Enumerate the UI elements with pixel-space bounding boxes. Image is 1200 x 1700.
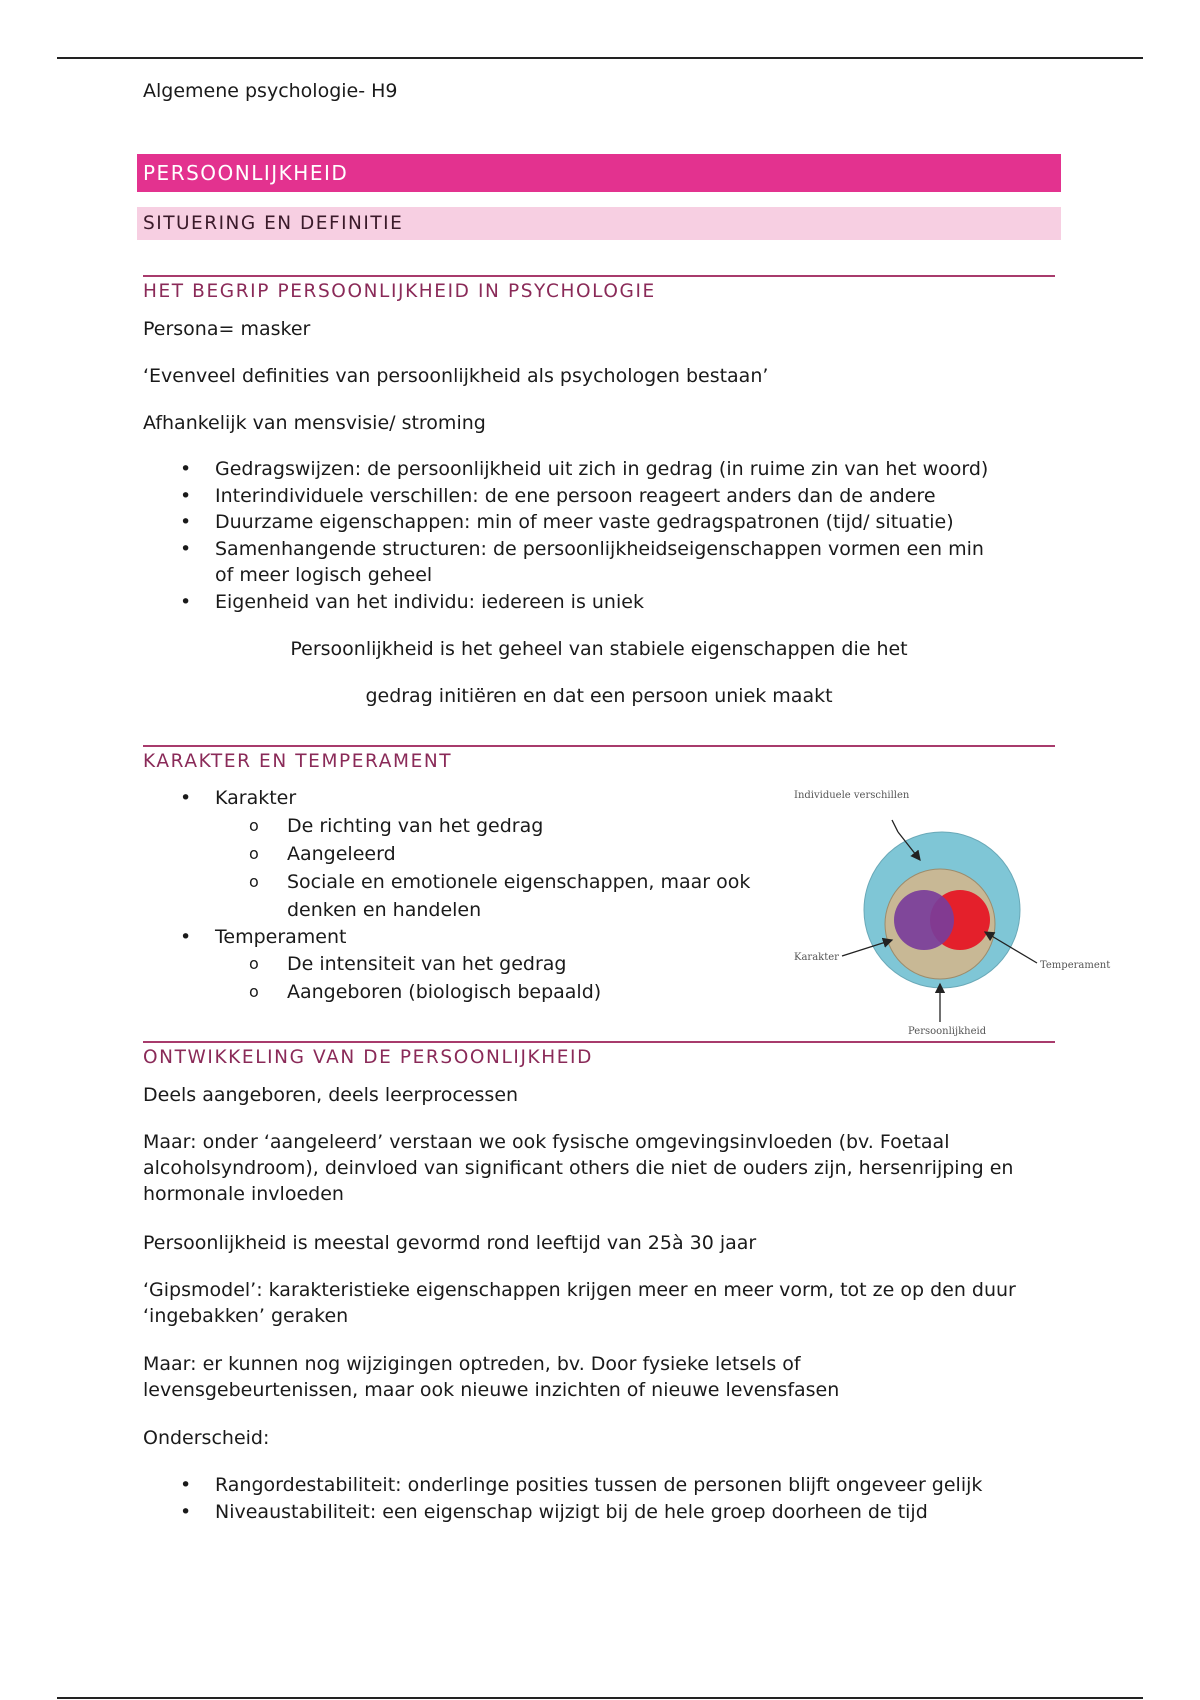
list-item: • Niveaustabiliteit: een eigenschap wijzigt bij de hele groep doorheen de tijd — [143, 1499, 1063, 1526]
begrip-p1: Persona= masker — [143, 318, 311, 340]
section-title: SITUERING EN DEFINITIE — [137, 207, 1061, 240]
list-item-temperament — [143, 924, 763, 1007]
label-individuele-verschillen: Individuele verschillen — [794, 790, 910, 801]
list-item: o Aangeboren (biologisch bepaald) — [215, 978, 763, 1006]
ontwikkeling-bullets — [143, 1472, 1063, 1525]
list-item: o De intensiteit van het gedrag — [215, 950, 763, 978]
ontwikkeling-p3: Persoonlijkheid is meestal gevormd rond leeftijd van 25à 30 jaar — [143, 1232, 757, 1254]
ontwikkeling-p6: Onderscheid: — [143, 1427, 270, 1449]
list-item: o Sociale en emotionele eigenschappen, maar ook denken en handelen — [215, 868, 763, 924]
definition-line-2: gedrag initiëren en dat een persoon uniek maakt — [365, 685, 833, 707]
label-temperament: Temperament — [1040, 960, 1111, 971]
heading-karakter: KARAKTER EN TEMPERAMENT — [143, 745, 1055, 772]
bottom-rule — [57, 1697, 1143, 1699]
definition-line-1: Persoonlijkheid is het geheel van stabiele eigenschappen die het — [290, 638, 908, 660]
begrip-bullets — [143, 456, 1063, 615]
list-item: • Interindividuele verschillen: de ene persoon reageert anders dan de andere — [143, 483, 1063, 510]
karakter-label: Karakter — [215, 787, 297, 809]
karakter-circle — [894, 890, 954, 950]
begrip-p3: Afhankelijk van mensvisie/ stroming — [143, 412, 486, 434]
list-item: • Duurzame eigenschappen: min of meer vaste gedragspatronen (tijd/ situatie) — [143, 509, 1063, 536]
list-item: o Aangeleerd — [215, 840, 763, 868]
karakter-list — [143, 785, 763, 1006]
list-item: • Samenhangende structuren: de persoonlijkheidseigenschappen vormen een min of meer logisch geheel — [143, 536, 1063, 589]
ontwikkeling-p2: Maar: onder ‘aangeleerd’ verstaan we ook fysische omgevingsinvloeden (bv. Foetaal alcoholsyndroom), deinvloed van significant others die niet de ouders zijn, hersenrijping en hormonale invloeden — [143, 1131, 1014, 1205]
personality-diagram — [780, 780, 1120, 1040]
arrow-top — [892, 820, 898, 832]
document-header: Algemene psychologie- H9 — [143, 80, 398, 102]
label-karakter: Karakter — [794, 952, 839, 963]
ontwikkeling-p1: Deels aangeboren, deels leerprocessen — [143, 1084, 519, 1106]
heading-ontwikkeling: ONTWIKKELING VAN DE PERSOONLIJKHEID — [143, 1041, 1055, 1068]
begrip-p2: ‘Evenveel definities van persoonlijkheid als psychologen bestaan’ — [143, 365, 769, 387]
list-item: • Rangordestabiliteit: onderlinge posities tussen de personen blijft ongeveer gelijk — [143, 1472, 1063, 1499]
list-item: • Eigenheid van het individu: iedereen is uniek — [143, 589, 1063, 616]
ontwikkeling-p5: Maar: er kunnen nog wijzigingen optreden, bv. Door fysieke letsels of levensgebeurtenissen, maar ook nieuwe inzichten of nieuwe levensfasen — [143, 1353, 840, 1401]
list-item-karakter — [143, 785, 763, 924]
top-rule — [57, 57, 1143, 59]
chapter-title: PERSOONLIJKHEID — [137, 154, 1061, 192]
list-item: • Gedragswijzen: de persoonlijkheid uit zich in gedrag (in ruime zin van het woord) — [143, 456, 1063, 483]
list-item: o De richting van het gedrag — [215, 812, 763, 840]
label-persoonlijkheid: Persoonlijkheid — [908, 1026, 987, 1037]
heading-begrip: HET BEGRIP PERSOONLIJKHEID IN PSYCHOLOGIE — [143, 275, 1055, 302]
temperament-label: Temperament — [215, 925, 347, 948]
ontwikkeling-p4: ‘Gipsmodel’: karakteristieke eigenschappen krijgen meer en meer vorm, tot ze op den duur ‘ingebakken’ geraken — [143, 1279, 1016, 1327]
